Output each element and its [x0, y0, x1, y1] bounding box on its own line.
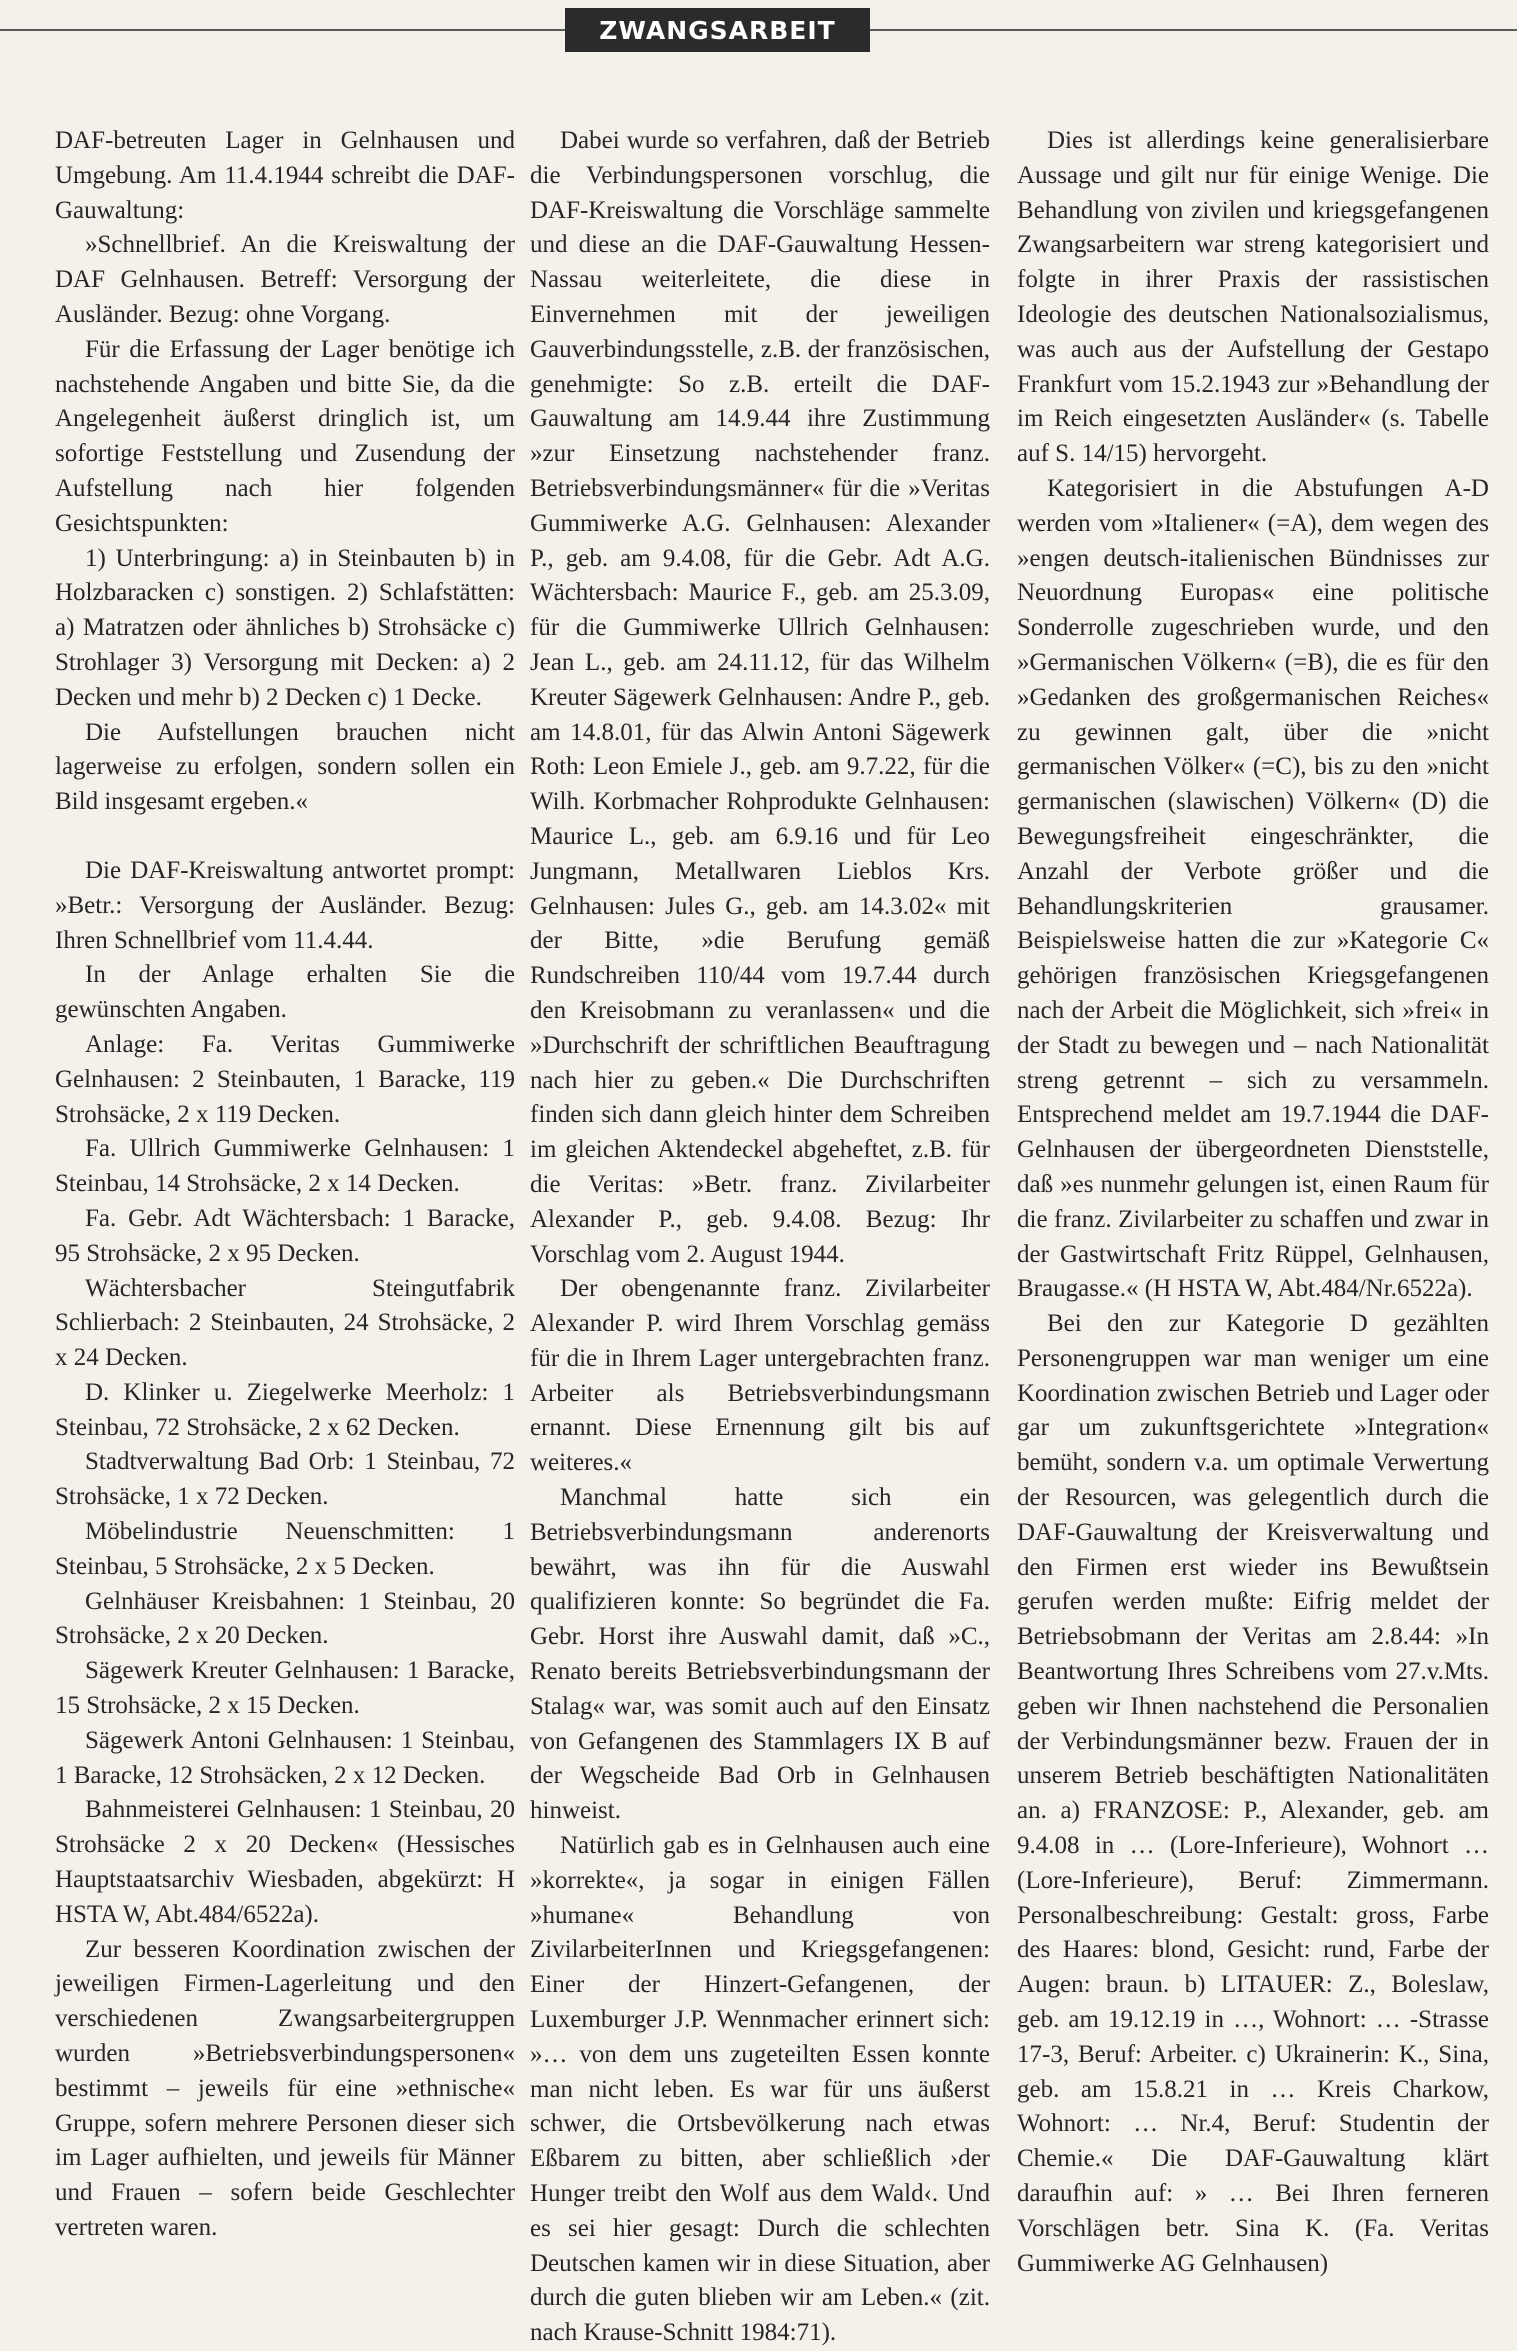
- paragraph: Die Aufstellungen brauchen nicht lagerweise zu erfolgen, sondern sollen ein Bild insgesamt ergeben.«: [55, 718, 515, 816]
- section-header: [565, 8, 870, 52]
- paragraph: Sägewerk Kreuter Gelnhausen: 1 Baracke, 15 Strohsäcke, 2 x 15 Decken.: [55, 1657, 515, 1720]
- section-title: ZWANGSARBEIT: [599, 15, 836, 45]
- paragraph: Die DAF-Kreiswaltung antwortet prompt: »Betr.: Versorgung der Ausländer. Bezug: Ihren Schnellbrief vom 11.4.44.: [55, 856, 515, 954]
- paragraph: Dabei wurde so verfahren, daß der Betrieb die Verbindungspersonen vorschlug, die DAF-Kreiswaltung die Vorschläge sammelte und diese an die DAF-Gauwaltung Hessen-Nassau weiterleitete, die diese in Einvernehmen mit der jeweiligen Gauverbindungsstelle, z.B. der französischen, genehmigte: So z.B. erteilt die DAF-Gauwaltung am 14.9.44 ihre Zustimmung »zur Einsetzung nachstehender franz. Betriebsverbindungsmänner« für die »Veritas Gummiwerke A.G. Gelnhausen: Alexander P., geb. am 9.4.08, für die Gebr. Adt A.G. Wächtersbach: Maurice F., geb. am 25.3.09, für die Gummiwerke Ullrich Gelnhausen: Jean L., geb. am 24.11.12, für das Wilhelm Kreuter Sägewerk Gelnhausen: Andre P., geb. am 14.8.01, für das Alwin Antoni Sägewerk Roth: Leon Emiele J., geb. am 9.7.22, für die Wilh. Korbmacher Rohprodukte Gelnhausen: Maurice L., geb. am 6.9.16 und für Leo Jungmann, Metallwaren Lieblos Krs. Gelnhausen: Jules G., geb. am 14.3.02« mit der Bitte, »die Berufung gemäß Rundschreiben 110/44 vom 19.7.44 durch den Kreisobmann zu veranlassen« und die »Durchschrift der schriftlichen Beauftragung nach hier zu geben.« Die Durchschriften finden sich dann gleich hinter dem Schreiben im gleichen Aktendeckel abgeheftet, z.B. für die Veritas: »Betr. franz. Zivilarbeiter Alexander P., geb. 9.4.08. Bezug: Ihr Vorschlag vom 2. August 1944.: [530, 127, 990, 1268]
- text-column-3: [1017, 124, 1489, 2281]
- paragraph: Für die Erfassung der Lager benötige ich nachstehende Angaben und bitte Sie, da die Angelegenheit äußerst dringlich ist, um sofortige Feststellung und Zusendung der Aufstellung nach hier folgenden Gesichtspunkten:: [55, 335, 515, 537]
- paragraph: »Schnellbrief. An die Kreiswaltung der DAF Gelnhausen. Betreff: Versorgung der Ausländer. Bezug: ohne Vorgang.: [55, 231, 515, 328]
- header-rule-right: [870, 29, 1517, 31]
- paragraph: Zur besseren Koordination zwischen der jeweiligen Firmen-Lagerleitung und den verschiedenen Zwangsarbeitergruppen wurden »Betriebsverbindungspersonen« bestimmt – jeweils für eine »ethnische« Gruppe, sofern mehrere Personen dieser sich im Lager aufhielten, und jeweils für Männer und Frauen – sofern beide Geschlechter vertreten waren.: [55, 1935, 515, 2242]
- paragraph: Fa. Ullrich Gummiwerke Gelnhausen: 1 Steinbau, 14 Strohsäcke, 2 x 14 Decken.: [55, 1135, 515, 1198]
- paragraph: Dies ist allerdings keine generalisierbare Aussage und gilt nur für einige Wenige. Die Behandlung von zivilen und kriegsgefangenen Zwangsarbeitern war streng kategorisiert und folgte in ihrer Praxis der rassistischen Ideologie des deutschen Nationalsozialismus, was auch aus der Aufstellung der Gestapo Frankfurt vom 15.2.1943 zur »Behandlung der im Reich eingesetzten Ausländer« (s. Tabelle auf S. 14/15) hervorgeht.: [1017, 127, 1489, 468]
- paragraph: Möbelindustrie Neuenschmitten: 1 Steinbau, 5 Strohsäcke, 2 x 5 Decken.: [55, 1518, 515, 1580]
- paragraph: Fa. Gebr. Adt Wächtersbach: 1 Baracke, 95 Strohsäcke, 2 x 95 Decken.: [55, 1204, 515, 1267]
- text-column-1: [55, 124, 515, 2246]
- paragraph: Bahnmeisterei Gelnhausen: 1 Steinbau, 20 Strohsäcke 2 x 20 Decken« (Hessisches Hauptstaatsarchiv Wiesbaden, abgekürzt: H HSTA W, Abt.484/6522a).: [55, 1796, 515, 1928]
- paragraph: D. Klinker u. Ziegelwerke Meerholz: 1 Steinbau, 72 Strohsäcke, 2 x 62 Decken.: [55, 1378, 515, 1441]
- paragraph: Wächtersbacher Steingutfabrik Schlierbach: 2 Steinbauten, 24 Strohsäcke, 2 x 24 Decken.: [55, 1274, 515, 1372]
- paragraph: DAF-betreuten Lager in Gelnhausen und Umgebung. Am 11.4.1944 schreibt die DAF-Gauwaltung:: [55, 127, 515, 224]
- paragraph: In der Anlage erhalten Sie die gewünschten Angaben.: [55, 961, 515, 1024]
- paragraph: Der obengenannte franz. Zivilarbeiter Alexander P. wird Ihrem Vorschlag gemäss für die in Ihrem Lager untergebrachten franz. Arbeiter als Betriebsverbindungsmann ernannt. Diese Ernennung gilt bis auf weiteres.«: [530, 1275, 990, 1477]
- text-column-2: [530, 124, 990, 2351]
- paragraph: Natürlich gab es in Gelnhausen auch eine »korrekte«, ja sogar in einigen Fällen »humane« Behandlung von ZivilarbeiterInnen und Kriegsgefangenen: Einer der Hinzert-Gefangenen, der Luxemburger J.P. Wennmacher erinnert sich: »… von dem uns zugeteilten Essen konnte man nicht leben. Es war für uns äußerst schwer, die Ortsbevölkerung nach etwas Eßbarem zu bitten, aber schließlich ›der Hunger treibt den Wolf aus dem Wald‹. Und es sei hier gesagt: Durch die schlechten Deutschen kamen wir in diese Situation, aber durch die guten blieben wir am Leben.« (zit. nach Krause-Schnitt 1984:71).: [530, 1832, 990, 2347]
- paragraph: Bei den zur Kategorie D gezählten Personengruppen war man weniger um eine Koordination zwischen Betrieb und Lager oder gar um zukunftsgerichtete »Integration« bemüht, sondern v.a. um optimale Verwertung der Resourcen, was gelegentlich durch die DAF-Gauwaltung der Kreisverwaltung und den Firmen erst wieder ins Bewußtsein gerufen werden mußte: Eifrig meldet der Betriebsobmann der Veritas am 2.8.44: »In Beantwortung Ihres Schreibens vom 27.v.Mts. geben wir Ihnen nachstehend die Personalien der Verbindungsmänner bezw. Frauen der in unserem Betrieb beschäftigten Nationalitäten an. a) FRANZOSE: P., Alexander, geb. am 9.4.08 in … (Lore-Inferieure), Wohnort … (Lore-Inferieure), Beruf: Zimmermann. Personalbeschreibung: Gestalt: gross, Farbe des Haares: blond, Gesicht: rund, Farbe der Augen: braun. b) LITAUER: Z., Boleslaw, geb. am 19.12.19 in …, Wohnort: … -Strasse 17-3, Beruf: Arbeiter. c) Ukrainerin: K., Sina, geb. am 15.8.21 in … Kreis Charkow, Wohnort: … Nr.4, Beruf: Studentin der Chemie.« Die DAF-Gauwaltung klärt daraufhin auf: » … Bei Ihren ferneren Vorschlägen betr. Sina K. (Fa. Veritas Gummiwerke AG Gelnhausen): [1017, 1310, 1489, 2277]
- paragraph: 1) Unterbringung: a) in Steinbauten b) in Holzbaracken c) sonstigen. 2) Schlafstätten: a) Matratzen oder ähnliches b) Strohsäcke c) Strohlager 3) Versorgung mit Decken: a) 2 Decken und mehr b) 2 Decken c) 1 Decke.: [55, 544, 515, 711]
- paragraph: Kategorisiert in die Abstufungen A-D werden vom »Italiener« (=A), dem wegen des »engen deutsch-italienischen Bündnisses zur Neuordnung Europas« eine politische Sonderrolle zugeschrieben wurde, und den »Germanischen Völkern« (=B), die es für den »Gedanken des großgermanischen Reiches« zu gewinnen galt, über die »nicht germanischen Völker« (=C), bis zu den »nicht germanischen (slawischen) Völkern« (D) die Bewegungsfreiheit eingeschränkter, die Anzahl der Verbote größer und die Behandlungskriterien grausamer. Beispielsweise hatten die zur »Kategorie C« gehörigen französischen Kriegsgefangenen nach der Arbeit die Möglichkeit, sich »frei« in der Stadt zu bewegen und – nach Nationalität streng getrennt – sich zu versammeln. Entsprechend meldet am 19.7.1944 die DAF-Gelnhausen der übergeordneten Dienststelle, daß »es nunmehr gelungen ist, einen Raum für die franz. Zivilarbeiter zu schaffen und zwar in der Gastwirtschaft Fritz Rüppel, Gelnhausen, Braugasse.« (H HSTA W, Abt.484/Nr.6522a).: [1017, 474, 1489, 1303]
- paragraph: Stadtverwaltung Bad Orb: 1 Steinbau, 72 Strohsäcke, 1 x 72 Decken.: [55, 1448, 515, 1511]
- paragraph: Manchmal hatte sich ein Betriebsverbindungsmann anderenorts bewährt, was ihn für die Auswahl qualifizieren konnte: So begründet die Fa. Gebr. Horst ihre Auswahl damit, daß »C., Renato bereits Betriebsverbindungsmann der Stalag« war, was somit auch auf den Einsatz von Gefangenen des Stammlagers IX B auf der Wegscheide Bad Orb in Gelnhausen hinweist.: [530, 1484, 990, 1825]
- paragraph: Gelnhäuser Kreisbahnen: 1 Steinbau, 20 Strohsäcke, 2 x 20 Decken.: [55, 1587, 515, 1650]
- paragraph: Sägewerk Antoni Gelnhausen: 1 Steinbau, 1 Baracke, 12 Strohsäcken, 2 x 12 Decken.: [55, 1726, 515, 1789]
- paragraph: Anlage: Fa. Veritas Gummiwerke Gelnhausen: 2 Steinbauten, 1 Baracke, 119 Strohsäcke, 2 x 119 Decken.: [55, 1030, 515, 1128]
- header-rule-left: [0, 29, 565, 31]
